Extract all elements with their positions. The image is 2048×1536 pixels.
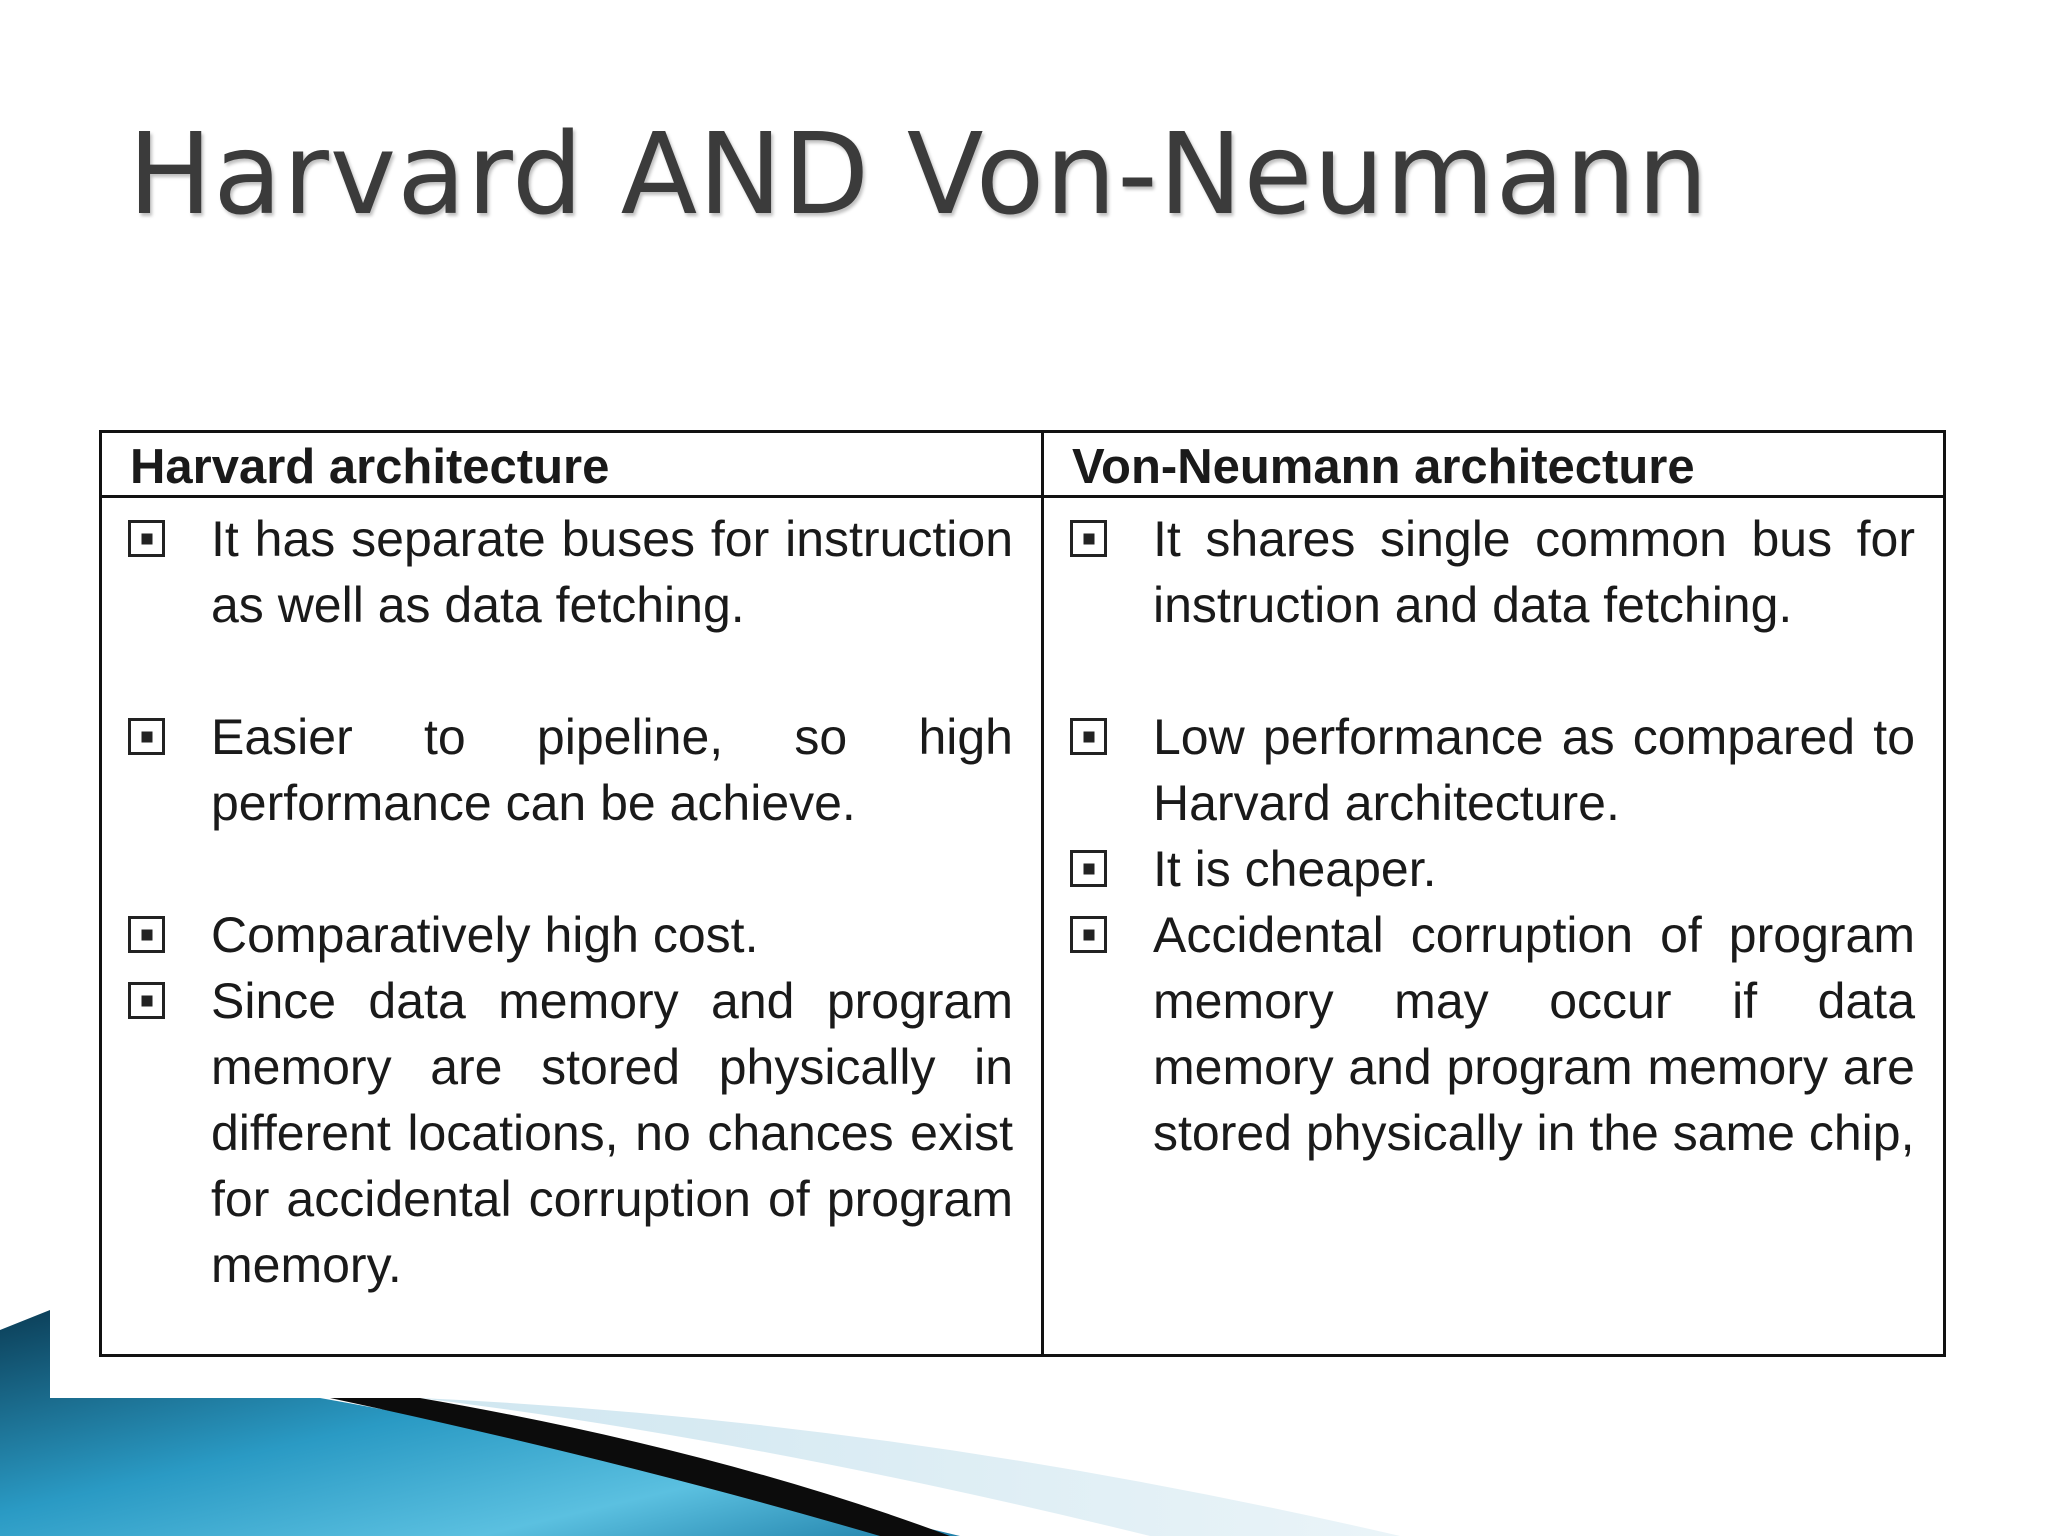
harvard-column	[101, 497, 1043, 1356]
bullet-icon	[128, 982, 165, 1019]
bullet-icon	[128, 520, 165, 557]
list-item	[1070, 506, 1915, 638]
list-item	[128, 902, 1013, 968]
list-item	[1070, 836, 1915, 902]
von-neumann-column	[1043, 497, 1945, 1356]
list-item-text: It shares single common bus for instruction and data fetching.	[1153, 511, 1915, 633]
list-item-text: Since data memory and program memory are stored physically in different locations, no chances exist for accidental corruption of program memory.	[211, 973, 1013, 1293]
bullet-icon	[128, 916, 165, 953]
list-item-text: Low performance as compared to Harvard architecture.	[1153, 709, 1915, 831]
bullet-icon	[1070, 916, 1107, 953]
header-harvard: Harvard architecture	[101, 432, 1043, 497]
dark-swoosh	[330, 1398, 950, 1536]
comparison-table	[99, 430, 1946, 1357]
list-item	[1070, 704, 1915, 836]
list-item-text: It is cheaper.	[1153, 841, 1437, 897]
list-item	[128, 704, 1013, 836]
pale-wave	[420, 1398, 1400, 1536]
bullet-icon	[128, 718, 165, 755]
bullet-icon	[1070, 520, 1107, 557]
bullet-icon	[1070, 718, 1107, 755]
list-item-text: Accidental corruption of program memory may occur if data memory and program memory are stored physically in the same chip,	[1153, 907, 1915, 1161]
table-body-row	[101, 497, 1945, 1356]
list-item-text: Easier to pipeline, so high performance can be achieve.	[211, 709, 1013, 831]
list-item-text: Comparatively high cost.	[211, 907, 759, 963]
list-item	[128, 506, 1013, 638]
header-von-neumann: Von-Neumann architecture	[1043, 432, 1945, 497]
list-item-text: It has separate buses for instruction as well as data fetching.	[211, 511, 1013, 633]
slide-title: Harvard AND Von-Neumann	[128, 110, 1710, 240]
bullet-icon	[1070, 850, 1107, 887]
list-item	[128, 968, 1013, 1298]
table-header-row	[101, 432, 1945, 497]
list-item	[1070, 902, 1915, 1166]
